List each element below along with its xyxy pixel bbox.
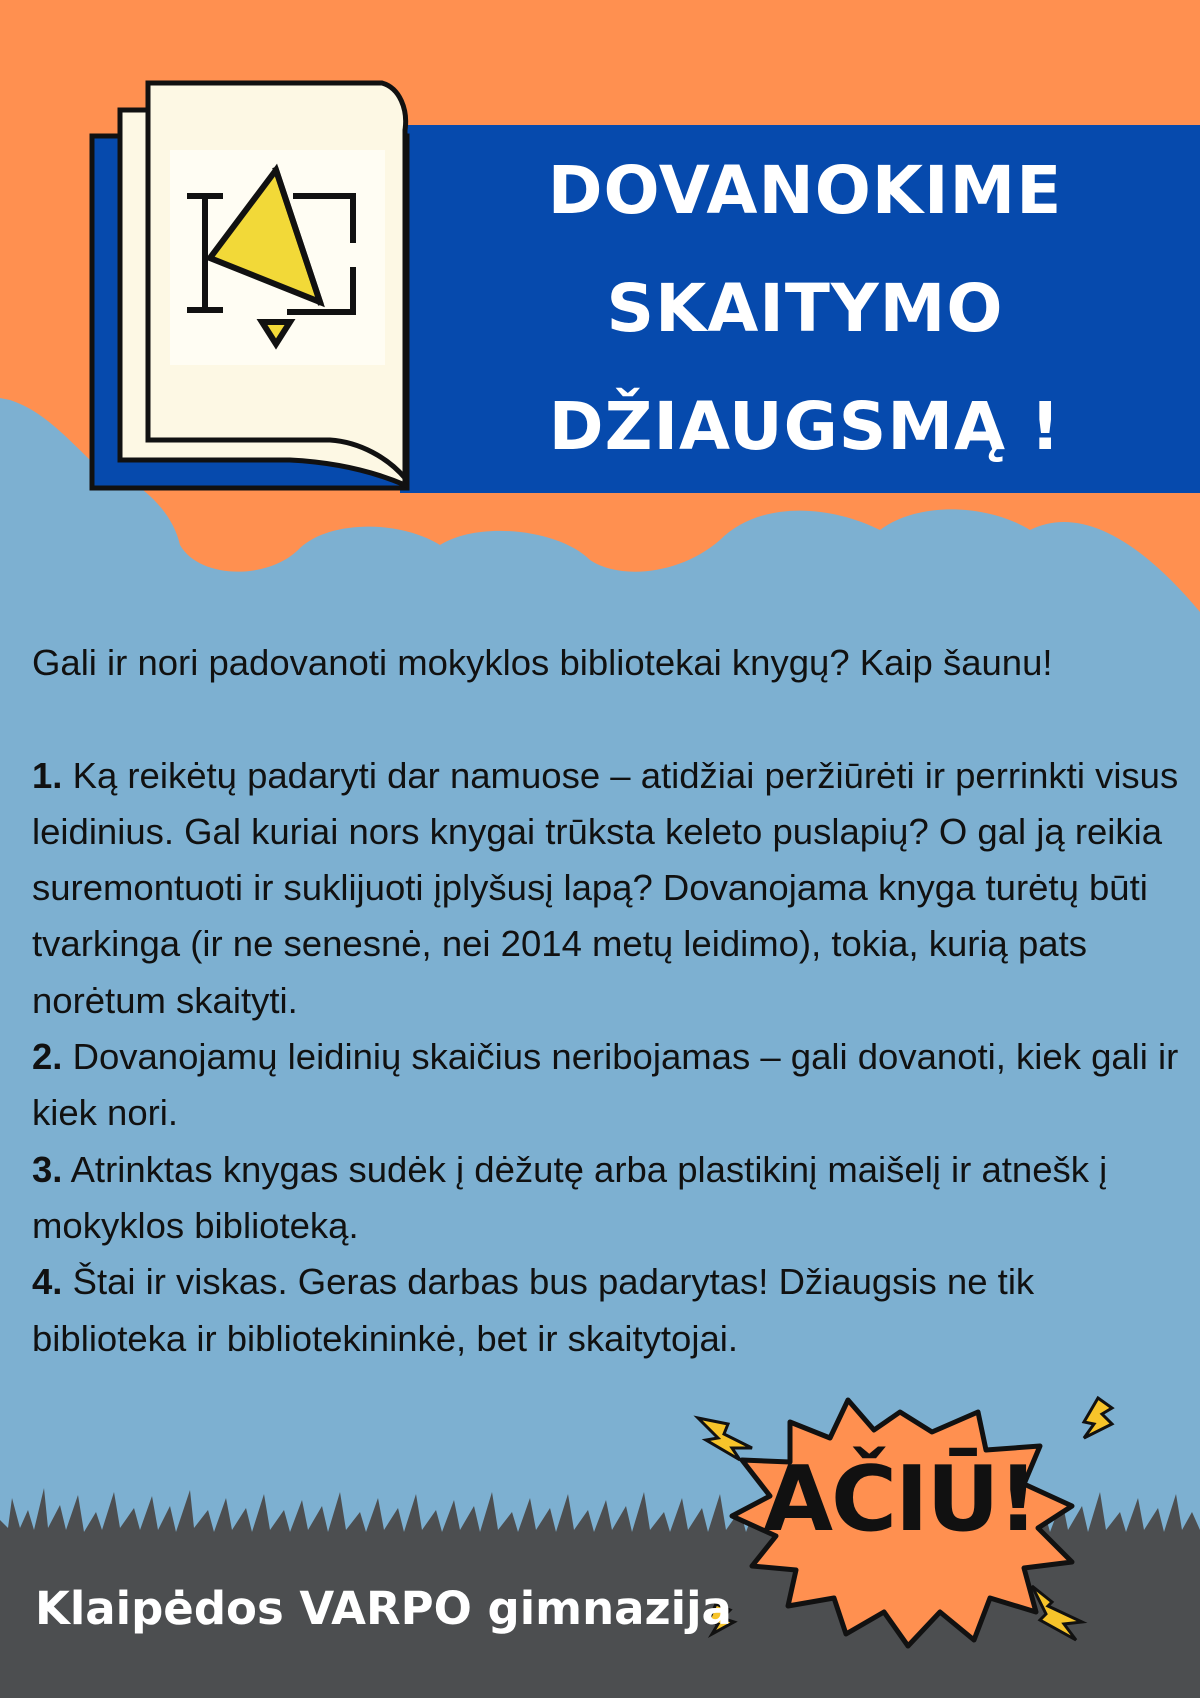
lightning-bolt-icon xyxy=(1084,1398,1112,1438)
lightning-bolt-icon xyxy=(1032,1586,1082,1640)
step-number: 2. xyxy=(32,1036,63,1078)
step-text: Štai ir viskas. Geras darbas bus padarytas! Džiaugsis ne tik biblioteka ir bibliotekininkė, bet ir skaitytojai. xyxy=(32,1261,1035,1359)
step-text: Dovanojamų leidinių skaičius neribojamas – gali dovanoti, kiek gali ir kiek nori. xyxy=(32,1036,1179,1134)
title-line-3: DŽIAUGSMĄ ! xyxy=(548,388,1062,465)
step-text: Atrinktas knygas sudėk į dėžutę arba plastikinį maišelį ir atnešk į mokyklos biblioteką. xyxy=(32,1148,1108,1246)
step-text: Ką reikėtų padaryti dar namuose – atidžiai peržiūrėti ir perrinkti visus leidinius. Gal kuriai nors knygai trūksta keleto puslapių? O gal ją reikia suremontuoti ir suklijuoti įplyšusį lapą? Dovanojama knyga turėtų būti tvarkinga (ir ne senesnė, nei 2014 metų leidimo), tokia, kurią pats norėtum skaityti. xyxy=(32,754,1179,1021)
school-name: Klaipėdos VARPO gimnazija xyxy=(35,1582,732,1635)
step-number: 4. xyxy=(32,1261,63,1303)
title-line-2: SKAITYMO xyxy=(606,270,1004,347)
intro-text: Gali ir nori padovanoti mokyklos bibliotekai knygų? Kaip šaunu! xyxy=(32,642,1053,683)
title-line-1: DOVANOKIME xyxy=(547,152,1063,229)
thanks-text: AČIŪ! xyxy=(763,1447,1037,1552)
step-number: 1. xyxy=(32,754,63,796)
step-number: 3. xyxy=(32,1148,63,1190)
